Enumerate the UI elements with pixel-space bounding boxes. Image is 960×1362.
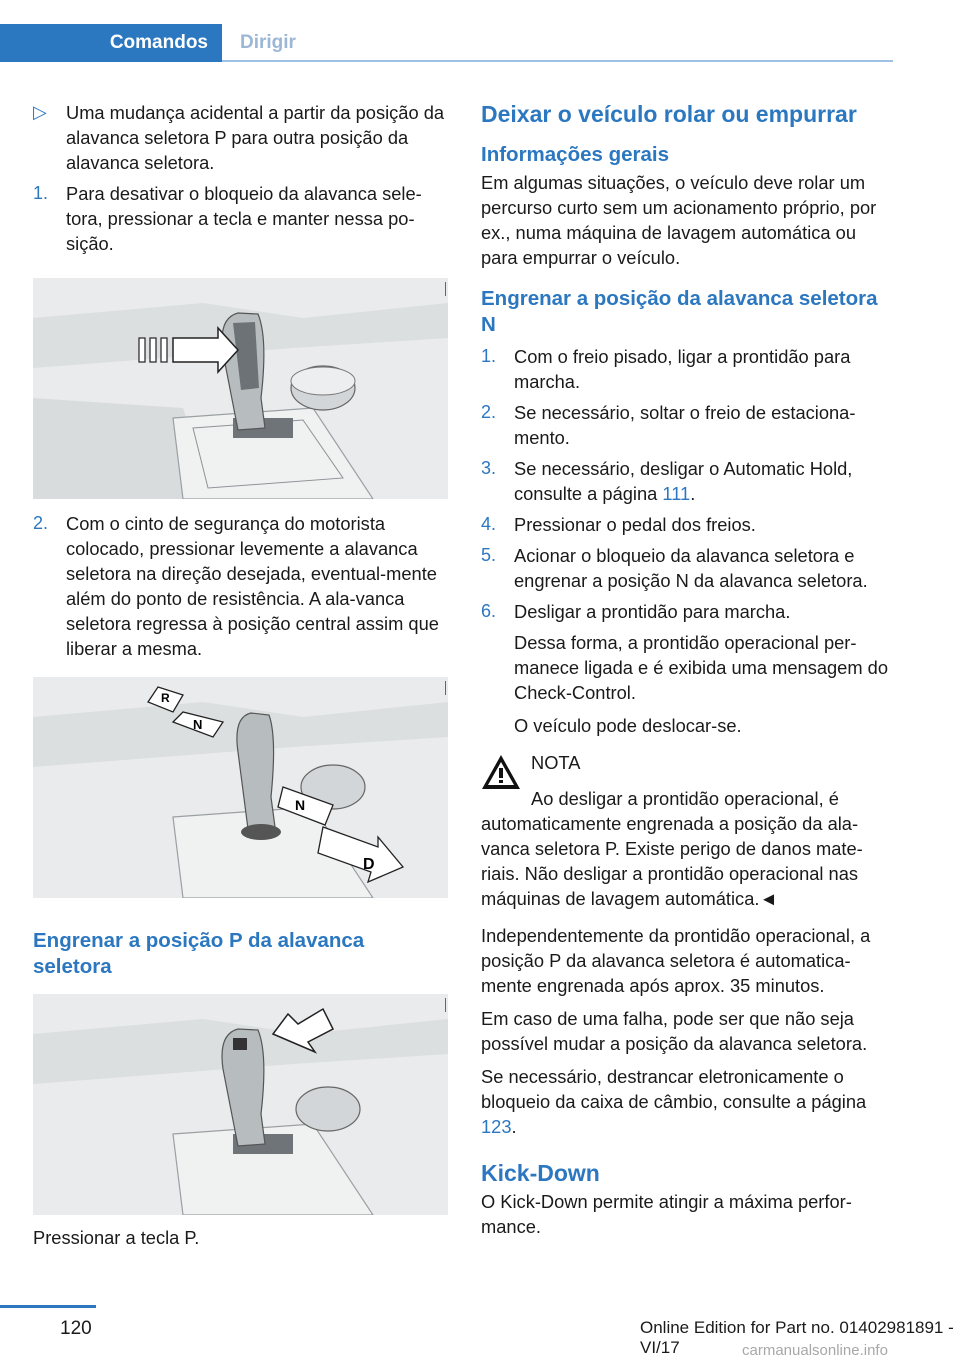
para-auto-p: Independentemente da prontidão operacional, a posição P da alavanca seletora é automatica‐mente engrenada após aprox. 35 minutos. xyxy=(481,925,871,996)
step-2 xyxy=(33,511,448,661)
bullet-item xyxy=(33,100,448,175)
para-failure: Em caso de uma falha, pode ser que não seja possível mudar a posição da alavanca seletora. xyxy=(481,1008,868,1054)
step-n-5 xyxy=(481,543,896,593)
step-number: 1. xyxy=(481,346,497,366)
heading-general-info: Informações gerais xyxy=(481,143,669,166)
general-text: Em algumas situações, o veículo deve rolar um percurso curto sem um acionamento próprio, por ex., numa máquina de lavagem automática ou para empurrar o veículo. xyxy=(481,172,877,268)
bullet-text: Uma mudança acidental a partir da posição da alavanca seletora P para outra posição da alavanca seletora. xyxy=(66,102,445,173)
step-n-4 xyxy=(481,512,896,537)
step-number: 2. xyxy=(33,513,49,533)
step-text: Desligar a prontidão para marcha. xyxy=(514,601,791,622)
tab-dirigir[interactable]: Dirigir xyxy=(240,32,296,53)
right-column xyxy=(481,100,896,1247)
label-d: D xyxy=(363,856,375,873)
note-title: NOTA xyxy=(531,752,581,773)
step-number: 6. xyxy=(481,601,497,621)
heading-engage-n: Engrenar a posição da alavanca seletora N xyxy=(481,287,878,336)
figure-selector-lever-unlock xyxy=(33,278,448,499)
footer-divider xyxy=(0,1305,96,1308)
figure-selector-lever-directions xyxy=(33,677,448,898)
step-n-2 xyxy=(481,400,896,450)
left-column xyxy=(33,100,448,1258)
page-link-111[interactable]: 111 xyxy=(662,483,691,504)
step6-sub2: O veículo pode deslocar-se. xyxy=(514,715,742,736)
label-n: N xyxy=(295,797,306,813)
step-n-6 xyxy=(481,599,896,624)
label-r: R xyxy=(161,691,170,705)
watermark: carmanualsonline.info xyxy=(742,1342,888,1359)
edition-text: Online Edition for Part no. 01402981891 - VI/17 xyxy=(640,1318,954,1357)
step-number: 1. xyxy=(33,183,49,203)
kick-text: O Kick-Down permite atingir a máxima perfor‐mance. xyxy=(481,1191,852,1237)
step-number: 5. xyxy=(481,545,497,565)
page-number: 120 xyxy=(60,1318,92,1339)
note-text: Ao desligar a prontidão operacional, é automaticamente engrenada a posição da ala‐vanca seletora P. Existe perigo de danos mate‐riais. Não desligar a prontidão operacional nas máquinas de lavagem automática.◄ xyxy=(481,788,863,909)
figure-p-button xyxy=(33,994,448,1215)
heading-engage-p: Engrenar a posição P da alavanca seletora xyxy=(33,929,365,978)
header-divider xyxy=(222,60,893,62)
heading-roll-push: Deixar o veículo rolar ou empurrar xyxy=(481,101,857,127)
step-text: Se necessário, soltar o freio de estaciona‐mento. xyxy=(514,402,856,448)
header-bar xyxy=(0,0,893,62)
step-number: 3. xyxy=(481,458,497,478)
warning-icon xyxy=(481,754,521,790)
heading-kick-down: Kick-Down xyxy=(481,1160,600,1186)
step-text: Com o cinto de segurança do motorista colocado, pressionar levemente a alavanca seletora na direção desejada, eventual‐mente além do ponto de resistência. A ala‐vanca seletora regressa à posição central assim que liberar a mesma. xyxy=(66,513,439,659)
crop-mark xyxy=(445,681,446,695)
step-n-3: 3. Se necessário, desligar o Automatic Hold, consulte a página 111. xyxy=(481,458,853,504)
step-text: Se necessário, desligar o Automatic Hold, consulte a página xyxy=(514,458,853,504)
page-link-123[interactable]: 123 xyxy=(481,1116,512,1137)
tab-comandos[interactable]: Comandos xyxy=(0,24,222,62)
step-n-1 xyxy=(481,344,896,394)
step6-sub1: Dessa forma, a prontidão operacional per‐manece ligada e é exibida uma mensagem do Check-Control. xyxy=(514,632,888,703)
step-text: Com o freio pisado, ligar a prontidão para marcha. xyxy=(514,346,851,392)
step-number: 2. xyxy=(481,402,497,422)
para-unlock: Se necessário, destrancar eletronicamente o bloqueio da caixa de câmbio, consulte a página 123. xyxy=(481,1066,867,1137)
step-number: 4. xyxy=(481,514,497,534)
crop-mark xyxy=(445,998,446,1012)
step-text: Pressionar o pedal dos freios. xyxy=(514,514,756,535)
step-1 xyxy=(33,181,448,256)
step-text: Para desativar o bloqueio da alavanca sele‐tora, pressionar a tecla e manter nessa po‐sição. xyxy=(66,183,422,254)
label-n-top: N xyxy=(193,717,203,732)
note-box xyxy=(481,750,896,794)
triangle-bullet-icon: ▷ xyxy=(33,102,47,122)
p-instruction: Pressionar a tecla P. xyxy=(33,1227,200,1248)
para-unlock-text: Se necessário, destrancar eletronicamente o bloqueio da caixa de câmbio, consulte a página xyxy=(481,1066,867,1112)
step-text: Acionar o bloqueio da alavanca seletora e engrenar a posição N da alavanca seletora. xyxy=(514,545,868,591)
crop-mark xyxy=(445,282,446,296)
